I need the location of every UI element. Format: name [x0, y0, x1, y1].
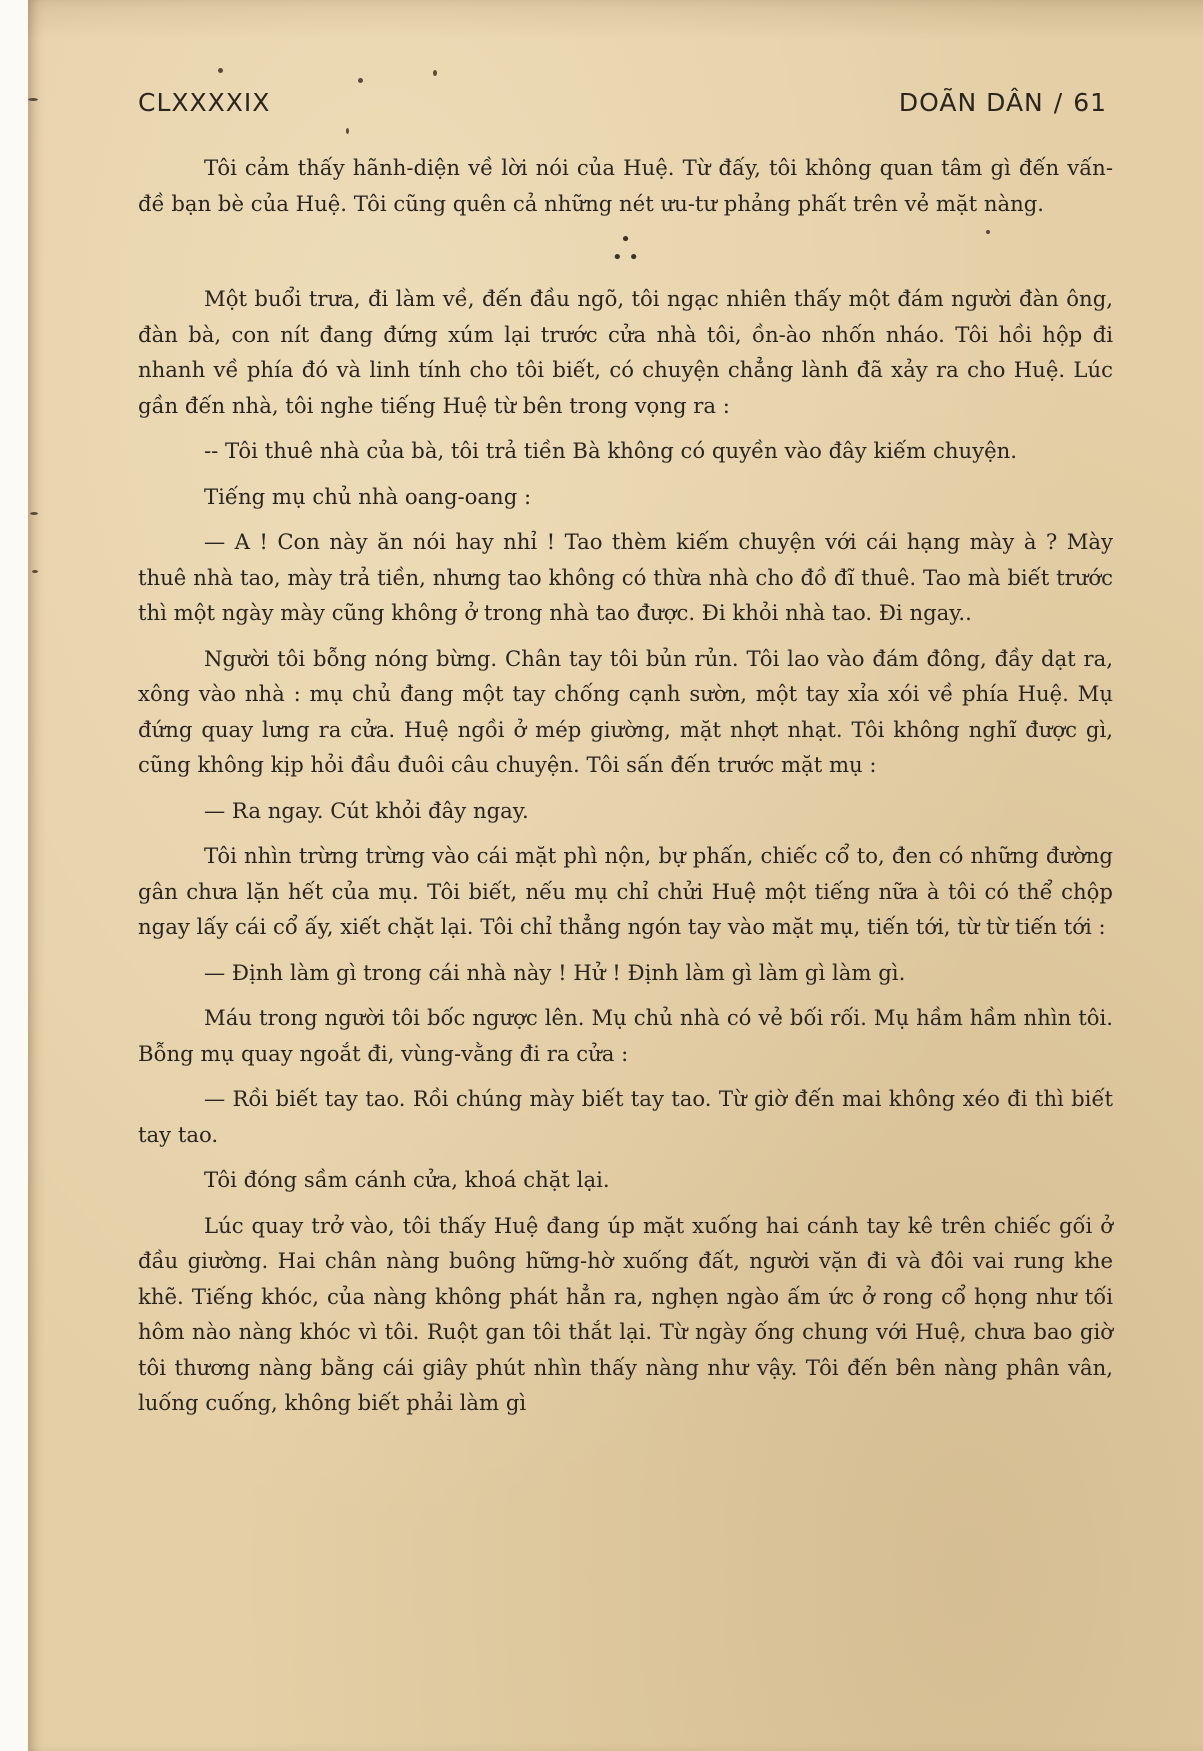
dialogue-line: — Định làm gì trong cái nhà này ! Hử ! Định làm gì làm gì làm gì. — [204, 959, 906, 985]
dialogue-line: — Ra ngay. Cút khỏi đây ngay. — [204, 797, 529, 823]
dialogue-line: -- Tôi thuê nhà của bà, tôi trả tiền Bà không có quyền vào đây kiếm chuyện. — [204, 438, 1017, 463]
dialogue-line: — Rồi biết tay tao. Rồi chúng mày biết tay tao. Từ giờ đến mai không xéo đi thì biết tay tao. — [138, 1086, 1113, 1147]
page-header — [138, 88, 1107, 128]
body-text — [138, 150, 1113, 1431]
print-speck — [32, 570, 38, 573]
header-separator: / — [1053, 88, 1064, 117]
print-speck — [346, 128, 349, 134]
book-page — [28, 0, 1203, 1751]
print-speck — [28, 98, 38, 101]
section-break-top: • — [620, 229, 631, 250]
print-speck — [30, 512, 38, 515]
print-speck — [433, 70, 437, 76]
running-head — [899, 88, 1107, 117]
paragraph: Tôi đóng sầm cánh cửa, khoá chặt lại. — [204, 1167, 610, 1192]
section-break-bottom: • • — [612, 247, 639, 268]
dialogue-line: — A ! Con này ăn nói hay nhỉ ! Tao thèm kiếm chuyện với cái hạng mày à ? Mày thuê nhà tao, mày trả tiền, nhưng tao không có thừa nhà cho đồ đĩ thuê. Tao mà biết trước thì một ngày mày cũng không ở trong nhà tao được. Đi khỏi nhà tao. Đi ngay.. — [138, 529, 1113, 625]
print-speck — [358, 78, 363, 83]
paragraph: Tôi cảm thấy hãnh-diện về lời nói của Huệ. Từ đấy, tôi không quan tâm gì đến vấn-đề bạn bè của Huệ. Tôi cũng quên cả những nét ưu-tư phảng phất trên vẻ mặt nàng. — [138, 155, 1113, 216]
paragraph: Máu trong người tôi bốc ngược lên. Mụ chủ nhà có vẻ bối rối. Mụ hầm hầm nhìn tôi. Bỗng mụ quay ngoắt đi, vùng-vằng đi ra cửa : — [138, 1005, 1113, 1066]
print-speck — [986, 230, 990, 234]
section-break — [138, 231, 1113, 267]
paragraph: Một buổi trưa, đi làm về, đến đầu ngõ, tôi ngạc nhiên thấy một đám người đàn ông, đàn bà, con nít đang đứng xúm lại trước cửa nhà tôi, ồn-ào nhốn nháo. Tôi hồi hộp đi nhanh về phía đó và linh tính cho tôi biết, có chuyện chẳng lành đã xảy ra cho Huệ. Lúc gần đến nhà, tôi nghe tiếng Huệ từ bên trong vọng ra : — [138, 286, 1113, 418]
paragraph: Tôi nhìn trừng trừng vào cái mặt phì nộn, bự phấn, chiếc cổ to, đen có những đường gân chưa lặn hết của mụ. Tôi biết, nếu mụ chỉ chửi Huệ một tiếng nữa à tôi có thể chộp ngay lấy cái cổ ấy, xiết chặt lại. Tôi chỉ thẳng ngón tay vào mặt mụ, tiến tới, từ từ tiến tới : — [138, 843, 1113, 939]
paragraph: Người tôi bỗng nóng bừng. Chân tay tôi bủn rủn. Tôi lao vào đám đông, đầy dạt ra, xông vào nhà : mụ chủ đang một tay chống cạnh sườn, một tay xỉa xói về phía Huệ. Mụ đứng quay lưng ra cửa. Huệ ngồi ở mép giường, mặt nhợt nhạt. Tôi không nghĩ được gì, cũng không kịp hỏi đầu đuôi câu chuyện. Tôi sấn đến trước mặt mụ : — [138, 645, 1113, 777]
paragraph: Lúc quay trở vào, tôi thấy Huệ đang úp mặt xuống hai cánh tay kê trên chiếc gối ở đầu giường. Hai chân nàng buông hững-hờ xuống đất, người vặn đi và đôi vai rung khe khẽ. Tiếng khóc, của nàng không phát hẳn ra, nghẹn ngào ấm ức ở rong cổ họng như tối hôm nào nàng khóc vì tôi. Ruột gan tôi thắt lại. Từ ngày ống chung với Huệ, chưa bao giờ tôi thương nàng bằng cái giây phút nhìn thấy nàng như vậy. Tôi đến bên nàng phân vân, luống cuống, không biết phải làm gì — [138, 1212, 1113, 1415]
page-number: 61 — [1073, 88, 1107, 117]
chapter-number: CLXXXXIX — [138, 88, 271, 117]
print-speck — [218, 68, 223, 73]
author-name: DOÃN DÂN — [898, 88, 1044, 117]
paragraph: Tiếng mụ chủ nhà oang-oang : — [204, 483, 532, 509]
